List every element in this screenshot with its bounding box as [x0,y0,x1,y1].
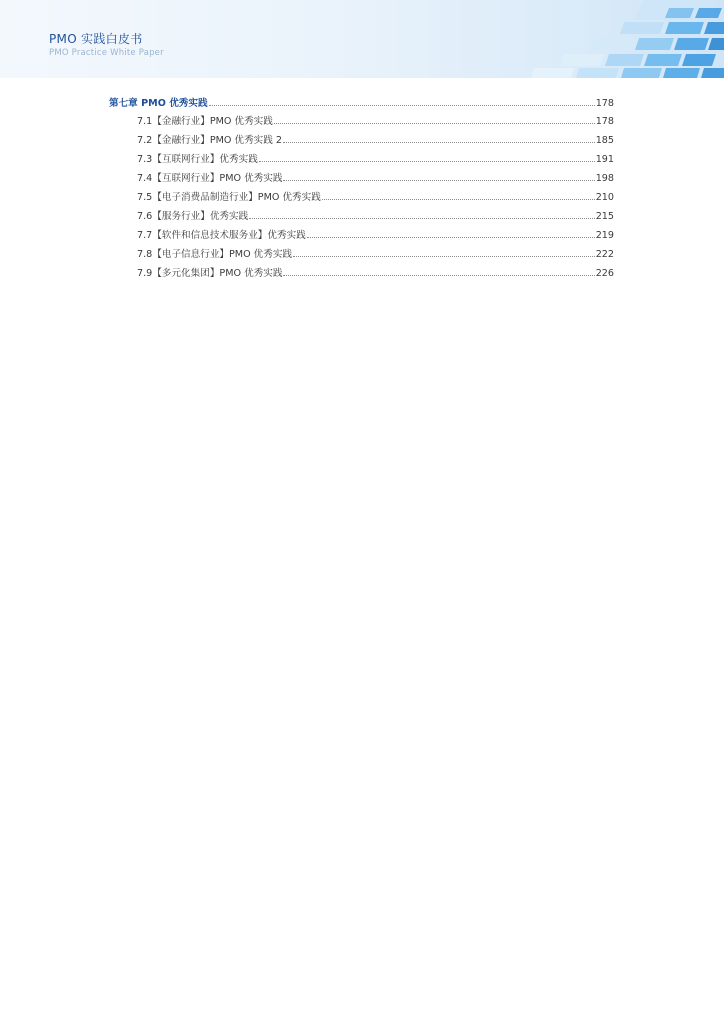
toc-leader [283,142,595,143]
page-header [0,0,724,78]
toc-entry-label: 7.8【电子信息行业】PMO 优秀实践 [137,249,293,260]
toc-entry-label: 7.9【多元化集团】PMO 优秀实践 [137,268,283,279]
toc-chapter-label: 第七章 PMO 优秀实践 [109,98,208,109]
toc-entry-page: 226 [595,268,614,279]
toc-entry-row[interactable] [137,130,614,146]
toc-entry-page: 215 [595,211,614,222]
header-decoration [494,0,724,78]
toc-leader [283,180,594,181]
toc-entry-label: 7.6【服务行业】优秀实践 [137,211,249,222]
toc-entry-row[interactable] [137,168,614,184]
toc-leader [293,256,595,257]
toc-entry-label: 7.2【金融行业】PMO 优秀实践 2 [137,135,283,146]
toc-entry-row[interactable] [137,111,614,127]
toc-chapter-page: 178 [595,98,614,109]
toc-entry-row[interactable] [137,206,614,222]
toc-entry-label: 7.1【金融行业】PMO 优秀实践 [137,116,273,127]
toc-entry-page: 185 [595,135,614,146]
toc-leader [283,275,594,276]
toc-entry-row[interactable] [137,263,614,279]
toc-entry-label: 7.4【互联网行业】PMO 优秀实践 [137,173,283,184]
toc-chapter-row[interactable] [109,93,614,109]
toc-entry-label: 7.3【互联网行业】优秀实践 [137,154,258,165]
toc-entry-page: 191 [595,154,614,165]
header-title: PMO 实践白皮书 [49,32,143,46]
toc-leader [322,199,595,200]
toc-leader [209,105,595,106]
toc-entry-page: 222 [595,249,614,260]
toc-leader [249,218,594,219]
toc-entry-label: 7.7【软件和信息技术服务业】优秀实践 [137,230,306,241]
toc-entry-row[interactable] [137,225,614,241]
toc-entry-page: 198 [595,173,614,184]
toc-leader [274,123,595,124]
header-subtitle: PMO Practice White Paper [49,48,164,58]
toc-entry-page: 178 [595,116,614,127]
toc-entry-label: 7.5【电子消费品制造行业】PMO 优秀实践 [137,192,321,203]
toc-entry-page: 210 [595,192,614,203]
toc-leader [259,161,595,162]
toc-leader [307,237,595,238]
toc-entry-row[interactable] [137,244,614,260]
toc-entry-row[interactable] [137,149,614,165]
toc-entry-page: 219 [595,230,614,241]
toc-entry-row[interactable] [137,187,614,203]
